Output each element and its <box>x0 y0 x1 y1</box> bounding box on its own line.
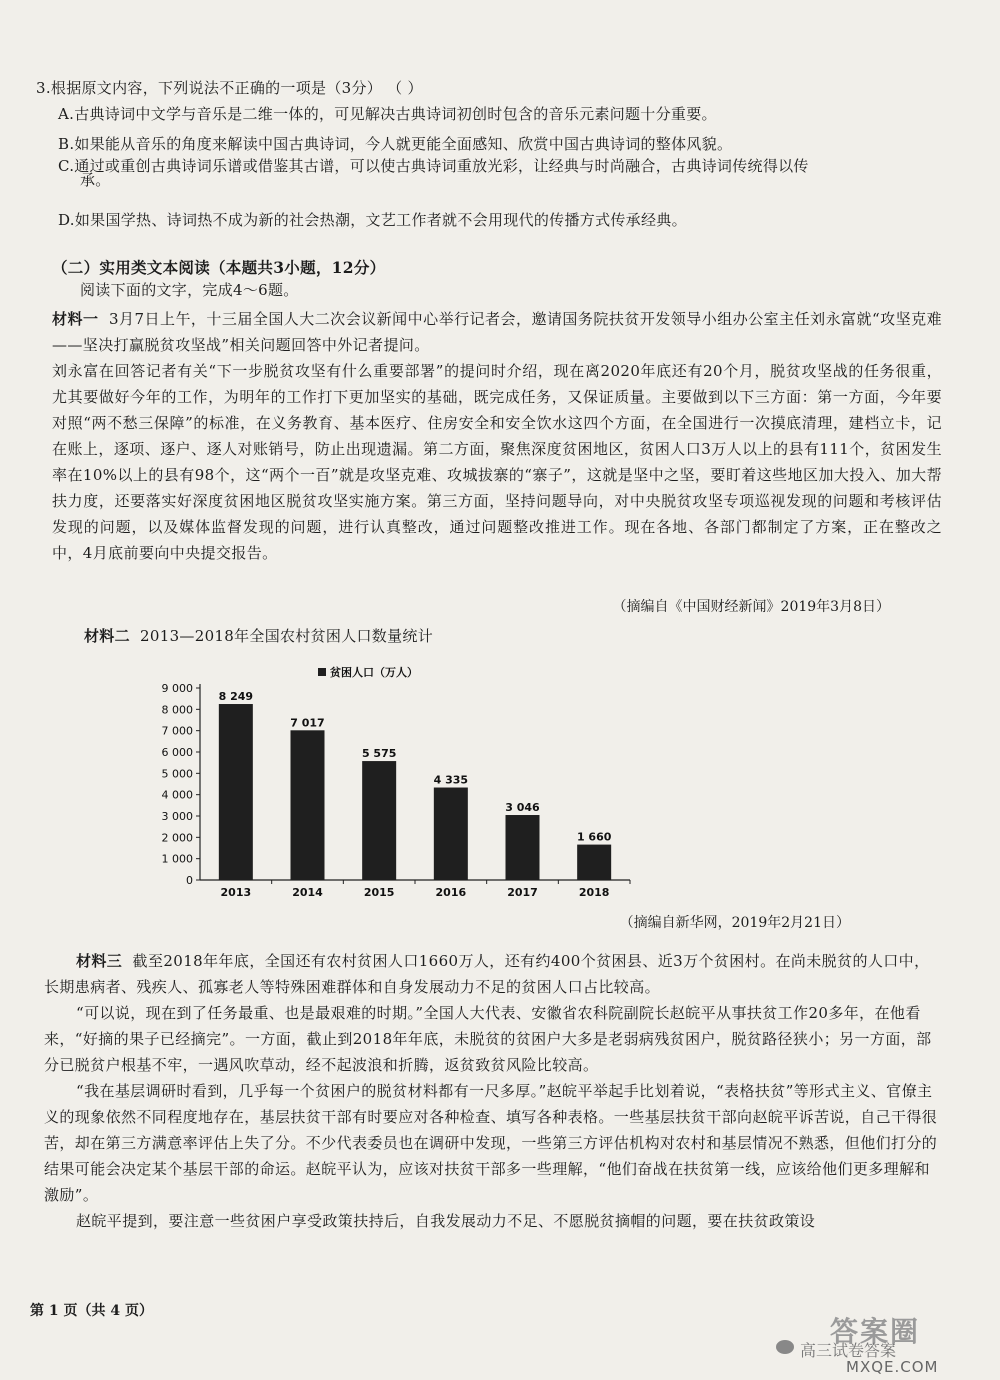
y-tick-label: 2 000 <box>161 831 193 845</box>
x-tick-label: 2015 <box>363 886 395 899</box>
section-2-instruction: 阅读下面的文字，完成4～6题。 <box>80 281 299 299</box>
material-1 <box>52 306 942 566</box>
y-tick-label: 6 000 <box>161 746 193 759</box>
material-3-label: 材料三 <box>76 952 123 970</box>
y-tick-label: 5 000 <box>161 767 193 781</box>
material-3-paragraph-3: “我在基层调研时看到，几乎每一个贫困户的脱贫材料都有一尺多厚。”赵皖平举起手比划着说，“表格扶贫”等形式主义、官僚主义的现象依然不同程度地存在，基层扶贫干部有时要应对各种检查、填写各种表格。一些基层扶贫干部向赵皖平诉苦说，自己干得很苦，却在第三方满意率评估上失了分。不少代表委员也在调研中发现，一些第三方评估机构对农村和基层情况不熟悉，但他们打分的结果可能会决定某个基层干部的命运。赵皖平认为，应该对扶贫干部多一些理解，“他们奋战在扶贫第一线，应该给他们更多理解和激励”。 <box>44 1082 938 1204</box>
bar-value-label: 5 575 <box>361 747 397 761</box>
material-3 <box>44 948 944 1234</box>
y-tick-label: 0 <box>186 874 193 887</box>
option-d: D.如果国学热、诗词热不成为新的社会热潮，文艺工作者就不会用现代的传播方式传承经典。 <box>58 211 687 229</box>
page-number: 第 1 页（共 4 页） <box>30 1303 153 1319</box>
option-c-continued: 承。 <box>80 171 111 189</box>
bar-value-label: 8 249 <box>218 690 254 704</box>
x-tick-label: 2013 <box>220 886 252 899</box>
y-tick-label: 3 000 <box>161 810 193 823</box>
poverty-bar-chart <box>140 660 660 910</box>
watermark-logo: 答案圈 <box>830 1315 921 1348</box>
y-tick-label: 1 000 <box>161 852 193 866</box>
material-2-title: 2013—2018年全国农村贫困人口数量统计 <box>140 627 433 645</box>
material-2-source: （摘编自新华网，2019年2月21日） <box>619 915 850 931</box>
y-tick-label: 8 000 <box>161 703 193 717</box>
bar-value-label: 3 046 <box>505 801 540 815</box>
y-tick-label: 7 000 <box>161 724 193 738</box>
bar-value-label: 4 335 <box>433 773 469 787</box>
y-tick-label: 9 000 <box>161 682 193 695</box>
bar-2013 <box>219 704 253 880</box>
y-tick-label: 4 000 <box>161 788 193 802</box>
option-a: A.古典诗词中文学与音乐是二维一体的，可见解决古典诗词初创时包含的音乐元素问题十分重要。 <box>58 105 717 123</box>
section-2-title: （二）实用类文本阅读（本题共3小题，12分） <box>52 258 386 277</box>
material-2-label: 材料二 <box>84 627 130 645</box>
bar-2017 <box>506 815 540 880</box>
bar-2016 <box>434 788 468 880</box>
bar-value-label: 7 017 <box>290 716 325 730</box>
material-3-paragraph-2: “可以说，现在到了任务最重、也是最艰难的时期。”全国人大代表、安徽省农科院副院长赵皖平从事扶贫工作20多年，在他看来，“好摘的果子已经摘完”。一方面，截止到2018年年底，未脱贫的贫困户大多是老弱病残贫困户，脱贫路径狭小；另一方面，部分已脱贫户根基不牢，一遇风吹草动，经不起波浪和折腾，返贫致贫风险比较高。 <box>44 1004 932 1074</box>
material-1-paragraph-2: 刘永富在回答记者有关“下一步脱贫攻坚有什么重要部署”的提问时介绍，现在离2020年底还有20个月，脱贫攻坚战的任务很重，尤其要做好今年的工作，为明年的工作打下更加坚实的基础，既完成任务，又保证质量。主要做到以下三方面：第一方面，今年要对照“两不愁三保障”的标准，在义务教育、基本医疗、住房安全和安全饮水这四个方面，在全国进行一次摸底清理，建档立卡，记在账上，逐项、逐户、逐人对账销号，防止出现遗漏。第二方面，聚焦深度贫困地区，贫困人口3万人以上的县有111个，贫困发生率在10%以上的县有98个，这“两个一百”就是攻坚克难、攻城拔寨的“寨子”，这就是坚中之坚，要盯着这些地区加大投入、加大帮扶力度，还要落实好深度贫困地区脱贫攻坚实施方案。第三方面，坚持问题导向，对中央脱贫攻坚专项巡视发现的问题和考核评估发现的问题，以及媒体监督发现的问题，进行认真整改，通过问题整改推进工作。现在各地、各部门都制定了方案，正在整改之中，4月底前要向中央提交报告。 <box>52 362 942 562</box>
chart-bars <box>219 690 612 880</box>
option-c: C.通过或重创古典诗词乐谱或借鉴其古谱，可以使古典诗词重放光彩，让经典与时尚融合，古典诗词传统得以传 <box>58 157 809 175</box>
material-3-paragraph-4: 赵皖平提到，要注意一些贫困户享受政策扶持后，自我发展动力不足、不愿脱贫摘帽的问题，要在扶贫政策设 <box>76 1212 816 1230</box>
watermark-account: 高三试卷答案 <box>800 1341 897 1360</box>
question-3-stem: 3.根据原文内容，下列说法不正确的一项是（3分） （ ） <box>36 79 423 97</box>
bar-value-label: 1 660 <box>576 830 612 844</box>
option-b: B.如果能从音乐的角度来解读中国古典诗词，今人就更能全面感知、欣赏中国古典诗词的整体风貌。 <box>58 135 733 153</box>
legend-label: 贫困人口（万人） <box>330 666 418 679</box>
material-3-paragraph-1: 截至2018年年底，全国还有农村贫困人口1660万人，还有约400个贫困县、近3万个贫困村。在尚未脱贫的人口中，长期患病者、残疾人、孤寡老人等特殊困难群体和自身发展动力不足的贫困人口占比较高。 <box>44 952 930 996</box>
x-tick-label: 2017 <box>507 886 538 899</box>
legend-swatch <box>318 668 326 676</box>
x-tick-label: 2018 <box>578 886 610 899</box>
material-1-source: （摘编自《中国财经新闻》2019年3月8日） <box>612 599 890 615</box>
material-1-paragraph-1: 3月7日上午，十三届全国人大二次会议新闻中心举行记者会，邀请国务院扶贫开发领导小组办公室主任刘永富就“攻坚克难——坚决打赢脱贫攻坚战”相关问题回答中外记者提问。 <box>52 310 943 354</box>
bar-2015 <box>362 761 396 880</box>
material-1-label: 材料一 <box>52 310 99 328</box>
watermark-site: MXQE.COM <box>846 1358 939 1376</box>
wechat-icon <box>776 1340 794 1354</box>
x-tick-label: 2014 <box>292 886 323 899</box>
bar-2018 <box>577 845 611 880</box>
bar-2014 <box>291 730 325 880</box>
material-2-heading <box>84 626 433 646</box>
x-tick-label: 2016 <box>435 886 467 899</box>
